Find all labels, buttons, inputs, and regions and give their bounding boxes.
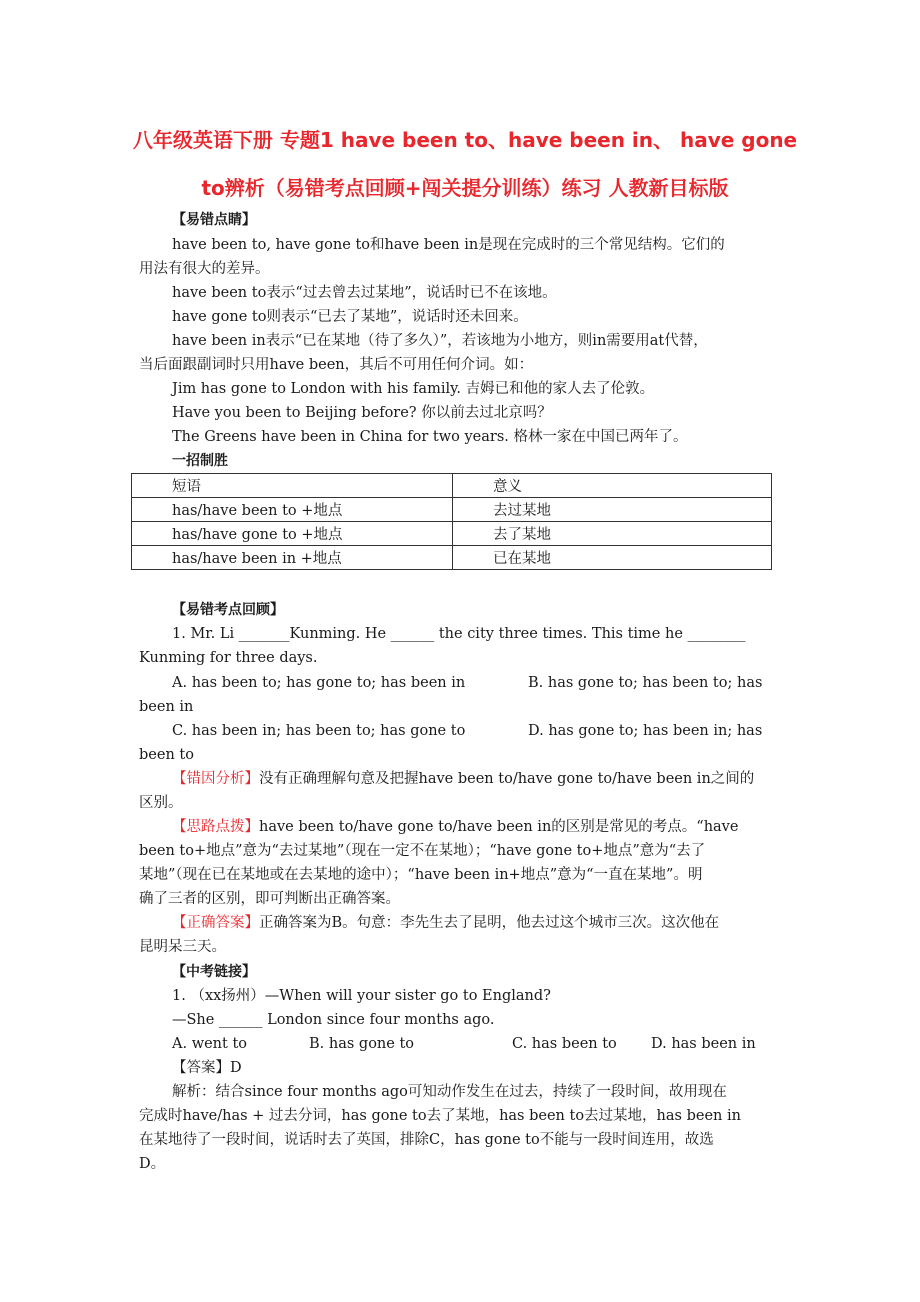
table-header-cell: 短语 — [132, 474, 453, 498]
hint — [172, 817, 738, 837]
answer-text: 正确答案为B。句意：李先生去了昆明，他去过这个城市三次。这次他在 — [259, 915, 720, 931]
hint-text-b: been to+地点”意为“去过某地”（现在一定不在某地）；“have gone to+地点”意为“去了 — [139, 843, 706, 859]
intro-paragraph-1a: have been to, have gone to和have been in是现在完成时的三个常见结构。它们的 — [172, 237, 725, 253]
table-cell-meaning: 已在某地 — [453, 546, 772, 570]
link-question-1b: —She ______ London since four months ago. — [172, 1012, 495, 1028]
table-cell-phrase: has/have gone to +地点 — [132, 522, 453, 546]
section-heading-tip: 一招制胜 — [172, 453, 228, 469]
review-question-1b: Kunming for three days. — [139, 650, 318, 666]
link-option-d: D. has been in — [651, 1036, 756, 1052]
review-option-b-cont: been in — [139, 699, 194, 715]
hint-text: have been to/have gone to/have been in的区别是常见的考点。“have — [259, 819, 739, 835]
answer-label: 【正确答案】 — [172, 915, 259, 931]
table-header-cell: 意义 — [453, 474, 772, 498]
intro-paragraph-3: have gone to则表示“已去了某地”，说话时还未回来。 — [172, 309, 528, 325]
review-option-d-cont: been to — [139, 747, 194, 763]
explanation-b: 完成时have/has + 过去分词，has gone to去了某地，has been to去过某地，has been in — [139, 1108, 741, 1124]
table-row — [132, 546, 772, 570]
table-header-row — [132, 474, 772, 498]
cause-text: 没有正确理解句意及把握have been to/have gone to/have been in之间的 — [259, 771, 755, 787]
table-cell-meaning: 去了某地 — [453, 522, 772, 546]
cause-analysis — [172, 769, 754, 789]
hint-text-c: 某地”（现在已在某地或在去某地的途中）；“have been in+地点”意为“一直在某地”。明 — [139, 867, 703, 883]
link-question-1: 1. （xx扬州）—When will your sister go to England? — [172, 988, 551, 1004]
title-line-2: to辨析（易错考点回顾+闯关提分训练）练习 人教新目标版 — [201, 176, 729, 200]
section-heading-link: 【中考链接】 — [172, 964, 256, 980]
table-cell-phrase: has/have been in +地点 — [132, 546, 453, 570]
hint-text-d: 确了三者的区别，即可判断出正确答案。 — [139, 891, 400, 907]
phrase-table — [131, 473, 772, 570]
cause-text-cont: 区别。 — [139, 795, 183, 811]
explanation-d: D。 — [139, 1156, 166, 1172]
section-heading-intro: 【易错点睛】 — [172, 212, 256, 228]
table-cell-meaning: 去过某地 — [453, 498, 772, 522]
explanation-a: 解析：结合since four months ago可知动作发生在过去，持续了一段时间，故用现在 — [172, 1084, 727, 1100]
review-option-d: D. has gone to; has been in; has — [528, 723, 763, 739]
correct-answer — [172, 913, 719, 933]
table-row — [132, 522, 772, 546]
link-option-b: B. has gone to — [309, 1036, 415, 1052]
example-3: The Greens have been in China for two years. 格林一家在中国已两年了。 — [172, 429, 688, 445]
hint-label: 【思路点拨】 — [172, 819, 259, 835]
intro-paragraph-4a: have been in表示“已在某地（待了多久）”，若该地为小地方，则in需要用at代替， — [172, 333, 708, 349]
table-row — [132, 498, 772, 522]
link-option-a: A. went to — [172, 1036, 248, 1052]
intro-paragraph-2: have been to表示“过去曾去过某地”，说话时已不在该地。 — [172, 285, 557, 301]
review-option-a: A. has been to; has gone to; has been in — [172, 675, 466, 691]
review-option-c: C. has been in; has been to; has gone to — [172, 723, 466, 739]
review-option-b: B. has gone to; has been to; has — [528, 675, 763, 691]
intro-paragraph-1b: 用法有很大的差异。 — [139, 261, 270, 277]
example-1: Jim has gone to London with his family. 吉姆已和他的家人去了伦敦。 — [172, 381, 655, 397]
intro-paragraph-4b: 当后面跟副词时只用have been，其后不可用任何介词。如： — [139, 357, 534, 373]
example-2: Have you been to Beijing before? 你以前去过北京吗？ — [172, 405, 552, 421]
section-heading-review: 【易错考点回顾】 — [172, 602, 284, 618]
table-cell-phrase: has/have been to +地点 — [132, 498, 453, 522]
explanation-c: 在某地待了一段时间，说话时去了英国，排除C，has gone to不能与一段时间连用，故选 — [139, 1132, 714, 1148]
cause-label: 【错因分析】 — [172, 771, 259, 787]
title-line-1: 八年级英语下册 专题1 have been to、have been in、 have gone — [132, 128, 798, 152]
link-answer: 【答案】D — [172, 1060, 242, 1076]
answer-text-cont: 昆明呆三天。 — [139, 939, 226, 955]
review-question-1a: 1. Mr. Li _______Kunming. He ______ the city three times. This time he ________ — [172, 626, 746, 642]
link-option-c: C. has been to — [512, 1036, 617, 1052]
